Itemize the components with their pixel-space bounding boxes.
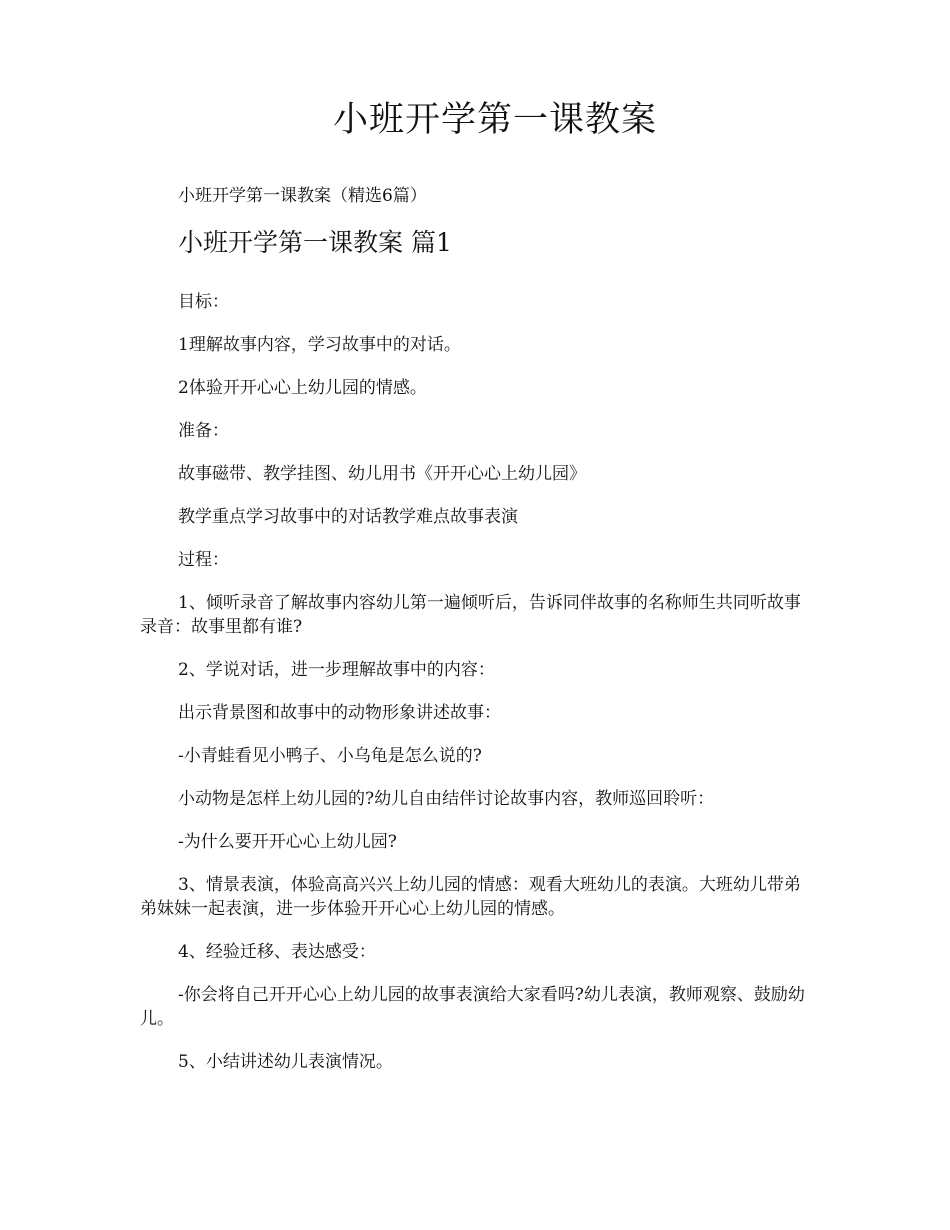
paragraph: 小动物是怎样上幼儿园的?幼儿自由结伴讨论故事内容，教师巡回聆听： xyxy=(178,789,715,809)
document-subtitle: 小班开学第一课教案（精选6篇） xyxy=(178,186,427,206)
paragraph: -你会将自己开开心心上幼儿园的故事表演给大家看吗?幼儿表演，教师观察、鼓励幼儿。 xyxy=(140,985,805,1029)
paragraph: -小青蛙看见小鸭子、小乌龟是怎么说的? xyxy=(178,746,482,766)
paragraph: 教学重点学习故事中的对话教学难点故事表演 xyxy=(178,507,518,527)
paragraph: 故事磁带、教学挂图、幼儿用书《开开心心上幼儿园》 xyxy=(178,464,586,484)
paragraph: 3、情景表演，体验高高兴兴上幼儿园的情感：观看大班幼儿的表演。大班幼儿带弟弟妹妹一起表演，进一步体验开开心心上幼儿园的情感。 xyxy=(140,875,801,919)
section-heading: 小班开学第一课教案 篇1 xyxy=(178,228,452,257)
paragraph: 4、经验迁移、表达感受： xyxy=(178,942,376,962)
paragraph: 1、倾听录音了解故事内容幼儿第一遍倾听后，告诉同伴故事的名称师生共同听故事录音：故事里都有谁? xyxy=(140,593,801,637)
paragraph: 2体验开开心心上幼儿园的情感。 xyxy=(178,378,427,398)
paragraph: 5、小结讲述幼儿表演情况。 xyxy=(178,1052,393,1072)
paragraph: 准备： xyxy=(178,421,229,441)
paragraph: 出示背景图和故事中的动物形象讲述故事： xyxy=(178,703,501,723)
paragraph: 1理解故事内容，学习故事中的对话。 xyxy=(178,335,461,355)
document-body xyxy=(140,290,810,1093)
document-title: 小班开学第一课教案 xyxy=(332,100,657,140)
paragraph: 目标： xyxy=(178,292,229,312)
paragraph: 过程： xyxy=(178,550,229,570)
paragraph: -为什么要开开心心上幼儿园? xyxy=(178,832,397,852)
paragraph: 2、学说对话，进一步理解故事中的内容： xyxy=(178,660,495,680)
